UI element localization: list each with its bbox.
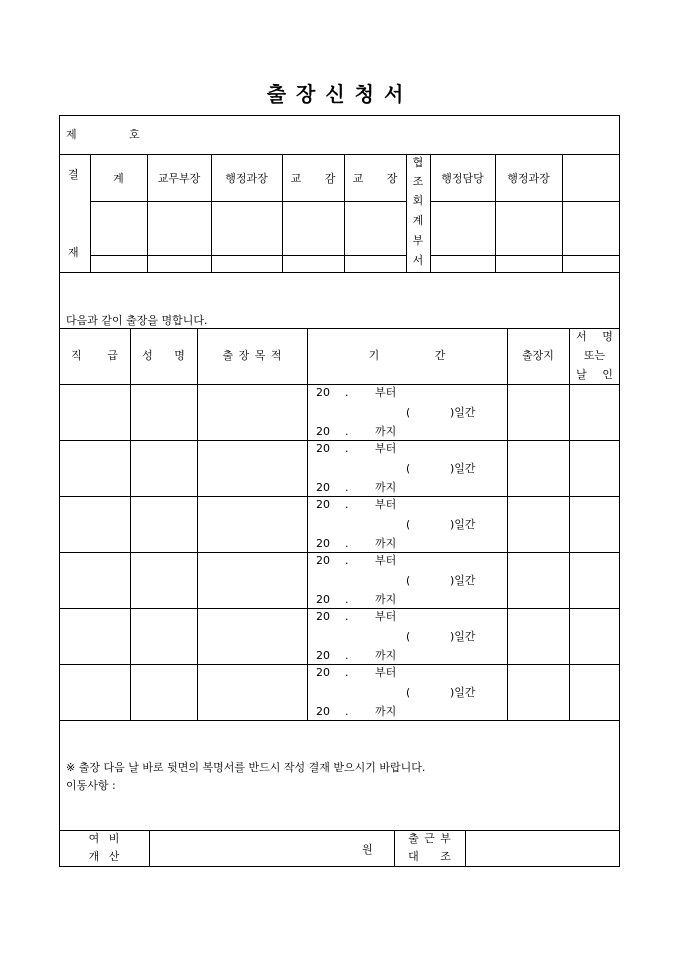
header-destination: 출장지	[522, 349, 554, 362]
period-dot-from: .	[345, 442, 349, 455]
period-dot-from: .	[345, 498, 349, 511]
coop-char-4: 계	[412, 214, 424, 227]
period-paren-open: (	[406, 574, 411, 587]
footer-col-3	[465, 830, 466, 866]
note-line-1: ※ 출장 다음 날 바로 뒷면의 복명서를 반드시 작성 결재 받으시기 바랍니다.	[66, 761, 426, 774]
row-line-2	[59, 496, 620, 497]
period-paren-open: (	[406, 630, 411, 643]
period-from: 부터	[375, 554, 397, 567]
period-dot-from: .	[345, 666, 349, 679]
statement: 다음과 같이 출장을 명합니다.	[66, 314, 208, 327]
travel-cost-label-1: 여 비	[88, 832, 120, 845]
table-top	[59, 328, 620, 329]
doc-number-label-1: 제	[66, 128, 77, 141]
page-title: 출장신청서	[266, 82, 414, 106]
coop-char-2: 조	[412, 175, 424, 188]
coop-char-5: 부	[412, 234, 424, 247]
footer-col-1	[149, 830, 150, 866]
col-line-4	[507, 328, 508, 720]
col-line-3	[307, 328, 308, 720]
header-sign-1: 서 명	[576, 330, 613, 343]
approval-line-2	[90, 255, 406, 256]
footer-top	[59, 830, 620, 831]
approval-col-gye: 계	[113, 172, 124, 185]
header-period: 기 간	[368, 349, 446, 362]
period-year-from: 20	[316, 442, 330, 455]
period-dot-to: .	[345, 649, 349, 662]
doc-number-label-2: 호	[129, 128, 140, 141]
period-paren-close: )일간	[450, 462, 476, 475]
period-dot-from: .	[345, 610, 349, 623]
row-line-3	[59, 552, 620, 553]
period-year-to: 20	[316, 537, 330, 550]
period-dot-to: .	[345, 481, 349, 494]
approval-label-bottom: 재	[68, 246, 79, 259]
period-paren-open: (	[406, 406, 411, 419]
period-dot-from: .	[345, 554, 349, 567]
row-line-1	[59, 440, 620, 441]
note-line-2: 이동사항 :	[66, 779, 116, 792]
approval-label-top: 결	[68, 168, 79, 181]
coop-col-admin-officer: 행정담당	[441, 172, 484, 185]
coop-char-3: 회	[412, 194, 424, 207]
period-paren-close: )일간	[450, 518, 476, 531]
header-sign-3: 날 인	[576, 368, 613, 381]
col-line-5	[569, 328, 570, 720]
period-paren-open: (	[406, 462, 411, 475]
col-line-2	[197, 328, 198, 720]
coop-col-admin-head: 행정과장	[507, 172, 550, 185]
approval-bottom	[59, 272, 620, 273]
period-to: 까지	[375, 537, 397, 550]
header-sign-2: 또는	[583, 349, 606, 362]
period-from: 부터	[375, 386, 397, 399]
frame-left	[59, 115, 60, 867]
approval-vline	[562, 154, 563, 272]
period-paren-open: (	[406, 518, 411, 531]
period-paren-close: )일간	[450, 630, 476, 643]
period-to: 까지	[375, 705, 397, 718]
travel-cost-label-2: 개 산	[88, 850, 120, 863]
period-from: 부터	[375, 610, 397, 623]
row-line-4	[59, 608, 620, 609]
period-year-from: 20	[316, 498, 330, 511]
period-dot-to: .	[345, 705, 349, 718]
approval-col-vice-principal: 교 감	[290, 172, 336, 185]
period-year-to: 20	[316, 649, 330, 662]
attendance-label-1: 출 근 부	[408, 832, 451, 845]
period-dot-from: .	[345, 386, 349, 399]
period-to: 까지	[375, 481, 397, 494]
period-from: 부터	[375, 442, 397, 455]
period-dot-to: .	[345, 425, 349, 438]
period-year-to: 20	[316, 481, 330, 494]
period-paren-close: )일간	[450, 574, 476, 587]
col-line-1	[130, 328, 131, 720]
period-to: 까지	[375, 593, 397, 606]
row-line-5	[59, 664, 620, 665]
period-paren-open: (	[406, 686, 411, 699]
attendance-label-2: 대 조	[408, 850, 451, 863]
period-year-from: 20	[316, 666, 330, 679]
period-year-from: 20	[316, 610, 330, 623]
table-bottom	[59, 720, 620, 721]
coop-char-6: 서	[412, 254, 424, 267]
coop-char-1: 협	[412, 156, 424, 169]
period-year-to: 20	[316, 705, 330, 718]
approval-line-1b	[430, 201, 620, 202]
period-from: 부터	[375, 666, 397, 679]
approval-line-2b	[430, 255, 620, 256]
header-name: 성 명	[142, 349, 185, 362]
approval-col-admin: 행정과장	[225, 172, 268, 185]
period-year-to: 20	[316, 425, 330, 438]
period-to: 까지	[375, 649, 397, 662]
period-paren-close: )일간	[450, 406, 476, 419]
approval-col-principal: 교 장	[352, 172, 398, 185]
approval-line-1	[90, 201, 406, 202]
approval-col-academic: 교무부장	[157, 172, 201, 185]
period-from: 부터	[375, 498, 397, 511]
won-label: 원	[362, 843, 373, 856]
period-year-from: 20	[316, 554, 330, 567]
period-dot-to: .	[345, 537, 349, 550]
period-year-to: 20	[316, 593, 330, 606]
period-dot-to: .	[345, 593, 349, 606]
table-header-bottom	[59, 384, 620, 385]
period-paren-close: )일간	[450, 686, 476, 699]
frame-top	[59, 115, 620, 116]
doc-number-divider	[59, 154, 620, 155]
period-year-from: 20	[316, 386, 330, 399]
header-rank: 직 급	[71, 349, 118, 362]
header-purpose: 출 장 목 적	[222, 349, 282, 362]
period-to: 까지	[375, 425, 397, 438]
frame-bottom	[59, 866, 620, 867]
frame-right	[619, 115, 620, 867]
